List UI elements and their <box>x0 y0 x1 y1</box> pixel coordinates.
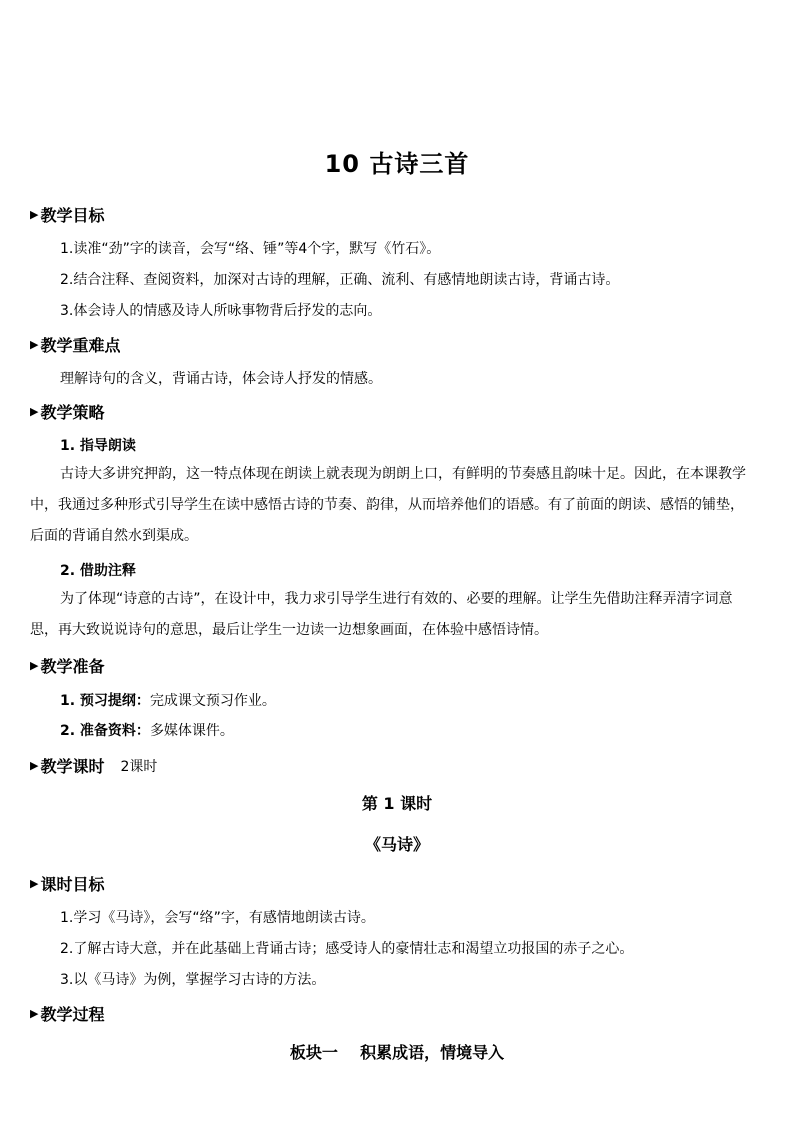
strategy-paragraph-2: 为了体现“诗意的古诗”，在设计中，我力求引导学生进行有效的、必要的理解。让学生先借助注释弄清字词意思，再大致说说诗句的意思，最后让学生一边读一边想象画面，在体验中感悟诗情。 <box>30 591 733 638</box>
objective-item: 2.结合注释、查阅资料，加深对古诗的理解，正确、流利、有感情地朗读古诗，背诵古诗。 <box>60 272 620 288</box>
triangle-marker-icon: ▶ <box>30 1007 39 1020</box>
section-heading-preparation <box>30 654 754 677</box>
section-heading-objectives <box>30 203 754 226</box>
heading-label: 教学策略 <box>40 403 105 422</box>
preparation-label: 1. 预习提纲： <box>60 693 150 709</box>
preparation-label: 2. 准备资料： <box>60 723 150 739</box>
heading-label: 教学课时 <box>40 757 105 776</box>
strategy-subtitle-2: 2. 借助注释 <box>60 563 136 579</box>
strategy-subtitle-1: 1. 指导朗读 <box>60 438 136 454</box>
strategy-paragraph-1: 古诗大多讲究押韵，这一特点体现在朗读上就表现为朗朗上口，有鲜明的节奏感且韵味十足。因此，在本课教学中，我通过多种形式引导学生在读中感悟古诗的节奏、韵律，从而培养他们的语感。有了前面的朗读、感悟的铺垫，后面的背诵自然水到渠成。 <box>30 466 746 544</box>
section-heading-process <box>30 1002 754 1025</box>
heading-label: 教学重难点 <box>40 336 121 355</box>
process-block-title: 板块一 积累成语，情境导入 <box>289 1043 505 1062</box>
triangle-marker-icon: ▶ <box>30 338 39 351</box>
section-heading-key-points <box>30 333 754 356</box>
heading-label: 教学目标 <box>40 206 105 225</box>
preparation-text: 完成课文预习作业。 <box>149 693 276 709</box>
lesson-title: 第 1 课时 <box>361 794 433 813</box>
section-heading-strategy <box>30 400 754 423</box>
section-heading-hours <box>30 754 754 777</box>
triangle-marker-icon: ▶ <box>30 405 39 418</box>
lesson-objective-item: 3.以《马诗》为例，掌握学习古诗的方法。 <box>60 972 326 988</box>
lesson-objective-item: 2.了解古诗大意，并在此基础上背诵古诗；感受诗人的豪情壮志和渴望立功报国的赤子之心。 <box>60 941 634 957</box>
heading-label: 教学准备 <box>40 657 105 676</box>
triangle-marker-icon: ▶ <box>30 759 39 772</box>
key-points-text: 理解诗句的含义，背诵古诗，体会诗人抒发的情感。 <box>60 371 382 387</box>
preparation-item-1 <box>30 690 754 710</box>
section-heading-lesson-objectives <box>30 872 754 895</box>
triangle-marker-icon: ▶ <box>30 659 39 672</box>
heading-label: 教学过程 <box>40 1005 105 1024</box>
lesson-objective-item: 1.学习《马诗》，会写“络”字，有感情地朗读古诗。 <box>60 910 375 926</box>
objective-item: 1.读准“劲”字的读音，会写“络、锤”等4个字，默写《竹石》。 <box>60 241 441 257</box>
page-title: 10 古诗三首 <box>324 150 470 178</box>
poem-title: 《马诗》 <box>364 835 429 854</box>
hours-value: 2课时 <box>120 758 158 775</box>
preparation-text: 多媒体课件。 <box>149 723 234 739</box>
objective-item: 3.体会诗人的情感及诗人所咏事物背后抒发的志向。 <box>60 303 382 319</box>
heading-label: 课时目标 <box>40 875 105 894</box>
triangle-marker-icon: ▶ <box>30 877 39 890</box>
preparation-item-2 <box>30 720 754 740</box>
triangle-marker-icon: ▶ <box>30 208 39 221</box>
